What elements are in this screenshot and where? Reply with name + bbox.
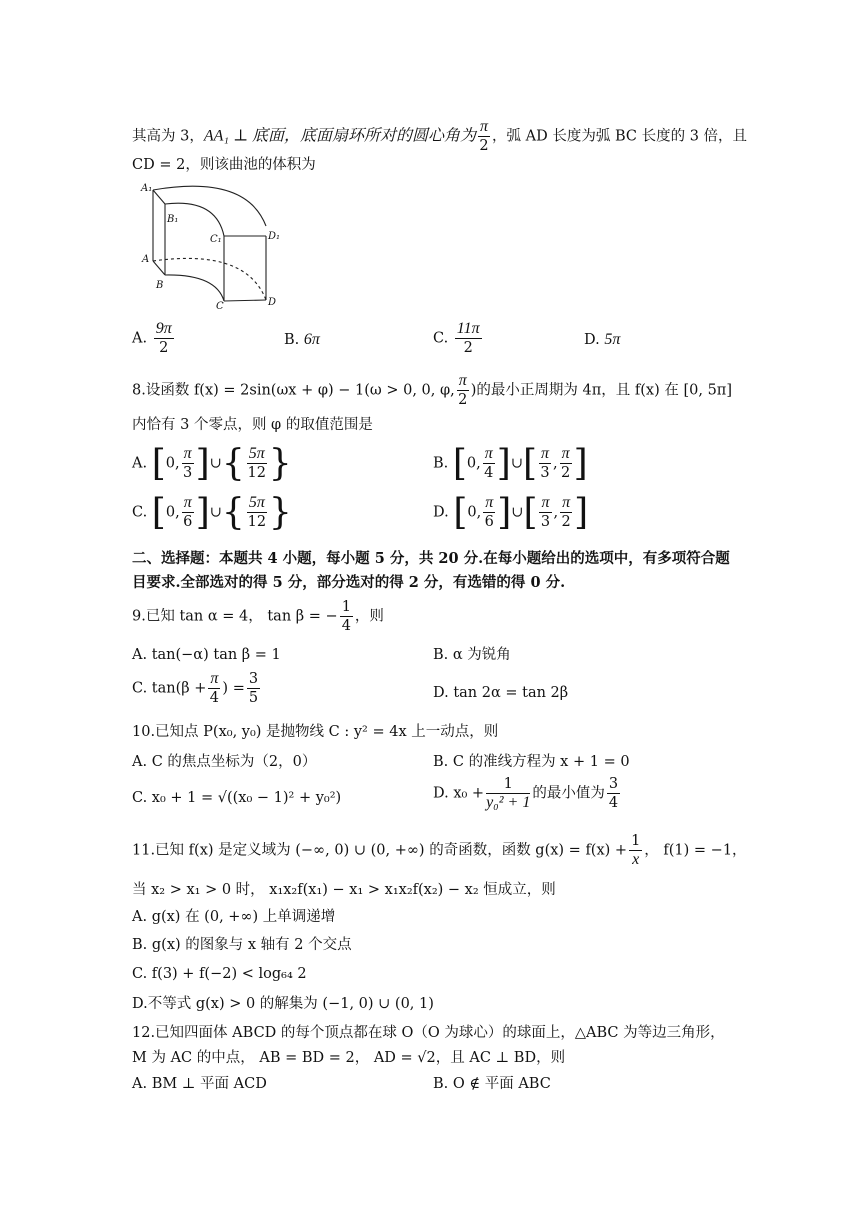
q7-option-d[interactable]: D. 5π bbox=[584, 331, 621, 348]
q7-text-c: ，弧 AD 长度为弧 BC 长度的 3 倍，且 bbox=[492, 128, 748, 145]
q7-line1 bbox=[132, 118, 747, 155]
q8-option-c[interactable]: C. [0, $\frac{\pi}{6}$ ]∪{ $\frac{5\pi}{12}$ } bbox=[132, 491, 292, 533]
q10-option-d[interactable]: D. x₀ + $\frac{1}{\text{y₀² + 1}}$ 的最小值为 $\frac{3}{4}$ bbox=[433, 776, 619, 811]
label-B: B bbox=[156, 280, 164, 291]
q9-option-a[interactable]: A. tan(−α) tan β = 1 bbox=[132, 647, 281, 663]
q8-option-d[interactable]: D. [0, $\frac{\pi}{6}$ ]∪[ $\frac{\pi}{3}$ , $\frac{\pi}{2}$ ] bbox=[433, 491, 589, 533]
q8-text-a: 8.设函数 f(x) = 2sin(ωx + φ) − 1(ω > 0, 0, φ, bbox=[132, 382, 455, 399]
curved-pool-figure bbox=[136, 178, 296, 310]
q11-option-b[interactable]: B. g(x) 的图象与 x 轴有 2 个交点 bbox=[132, 937, 352, 953]
q7-text-a: 其高为 3， bbox=[132, 128, 204, 145]
q7-text-b: AA₁ ⊥ 底面，底面扇环所对的圆心角为 bbox=[203, 127, 477, 145]
section2-heading-line1: 二、选择题：本题共 4 小题，每小题 5 分，共 20 分.在每小题给出的选项中，有多项符合题 bbox=[132, 550, 730, 567]
q8-line2: 内恰有 3 个零点，则 φ 的取值范围是 bbox=[132, 417, 373, 433]
label-D1: D₁ bbox=[268, 231, 281, 242]
q8-option-a[interactable]: A. [0, $\frac{\pi}{3}$ ]∪{ $\frac{5\pi}{12}$ } bbox=[132, 442, 292, 484]
section2-heading-line2: 目要求.全部选对的得 5 分，部分选对的得 2 分，有选错的得 0 分. bbox=[132, 574, 566, 591]
q11-stem-line2: 当 x₂ > x₁ > 0 时， x₁x₂f(x₁) − x₁ > x₁x₂f(x₂) − x₂ 恒成立，则 bbox=[132, 882, 556, 898]
q9-option-d[interactable]: D. tan 2α = tan 2β bbox=[433, 685, 569, 701]
label-A1: A₁ bbox=[141, 183, 153, 194]
q8-option-b[interactable]: B. [0, $\frac{\pi}{4}$ ]∪[ $\frac{\pi}{3}$ , $\frac{\pi}{2}$ ] bbox=[433, 442, 588, 484]
q12-stem-line2: M 为 AC 的中点， AB = BD = 2， AD = √2，且 AC ⊥ BD，则 bbox=[132, 1050, 566, 1066]
q7-option-a[interactable]: A. $\frac{9\pi}{2}$ bbox=[132, 320, 172, 356]
q12-option-b[interactable]: B. O ∉ 平面 ABC bbox=[433, 1076, 551, 1092]
q7-option-c[interactable]: C. $\frac{11\pi}{2}$ bbox=[433, 320, 480, 356]
q8-line1: 8.设函数 f(x) = 2sin(ωx + φ) − 1(ω > 0, 0, φ, $\frac{\pi}{2}$ )的最小正周期为 4π，且 f(x) 在 [0, 5π] bbox=[132, 372, 732, 408]
q12-option-a[interactable]: A. BM ⊥ 平面 ACD bbox=[132, 1076, 267, 1092]
q10-option-b[interactable]: B. C 的准线方程为 x + 1 = 0 bbox=[433, 754, 630, 770]
q7-option-b[interactable]: B. 6π bbox=[284, 331, 320, 348]
q10-option-a[interactable]: A. C 的焦点坐标为（2，0） bbox=[132, 754, 317, 770]
q7-line2: CD = 2，则该曲池的体积为 bbox=[132, 157, 316, 173]
q10-stem: 10.已知点 P(x₀, y₀) 是抛物线 C : y² = 4x 上一动点，则 bbox=[132, 724, 499, 740]
label-C1: C₁ bbox=[210, 234, 222, 245]
q9-option-c[interactable]: C. tan(β + $\frac{\pi}{4}$ ) = $\frac{3}{5}$ bbox=[132, 670, 259, 706]
q12-stem-line1: 12.已知四面体 ABCD 的每个顶点都在球 O（O 为球心）的球面上，△ABC 为等边三角形， bbox=[132, 1025, 725, 1041]
q11-option-a[interactable]: A. g(x) 在 (0, +∞) 上单调递增 bbox=[132, 909, 336, 925]
label-A: A bbox=[142, 254, 150, 265]
label-B1: B₁ bbox=[167, 214, 179, 225]
q11-option-c[interactable]: C. f(3) + f(−2) < log₆₄ 2 bbox=[132, 966, 307, 982]
q8-text-b: )的最小正周期为 4π，且 f(x) 在 [0, 5π] bbox=[470, 382, 732, 399]
q11-option-d[interactable]: D.不等式 g(x) > 0 的解集为 (−1, 0) ∪ (0, 1) bbox=[132, 996, 434, 1012]
q7-angle-fraction: $\frac{\pi}{2}$ bbox=[479, 118, 489, 154]
q11-stem-line1: 11.已知 f(x) 是定义域为 (−∞, 0) ∪ (0, +∞) 的奇函数，函数 g(x) = f(x) + $\frac{1}{x}$ ， f(1) = −1， bbox=[132, 833, 747, 868]
q9-stem: 9.已知 tan α = 4， tan β = − $\frac{1}{4}$ ，则 bbox=[132, 599, 384, 634]
q10-option-c[interactable]: C. x₀ + 1 = √((x₀ − 1)² + y₀²) bbox=[132, 790, 342, 806]
label-C: C bbox=[216, 301, 224, 310]
label-D: D bbox=[268, 297, 277, 308]
q9-option-b[interactable]: B. α 为锐角 bbox=[433, 647, 511, 663]
